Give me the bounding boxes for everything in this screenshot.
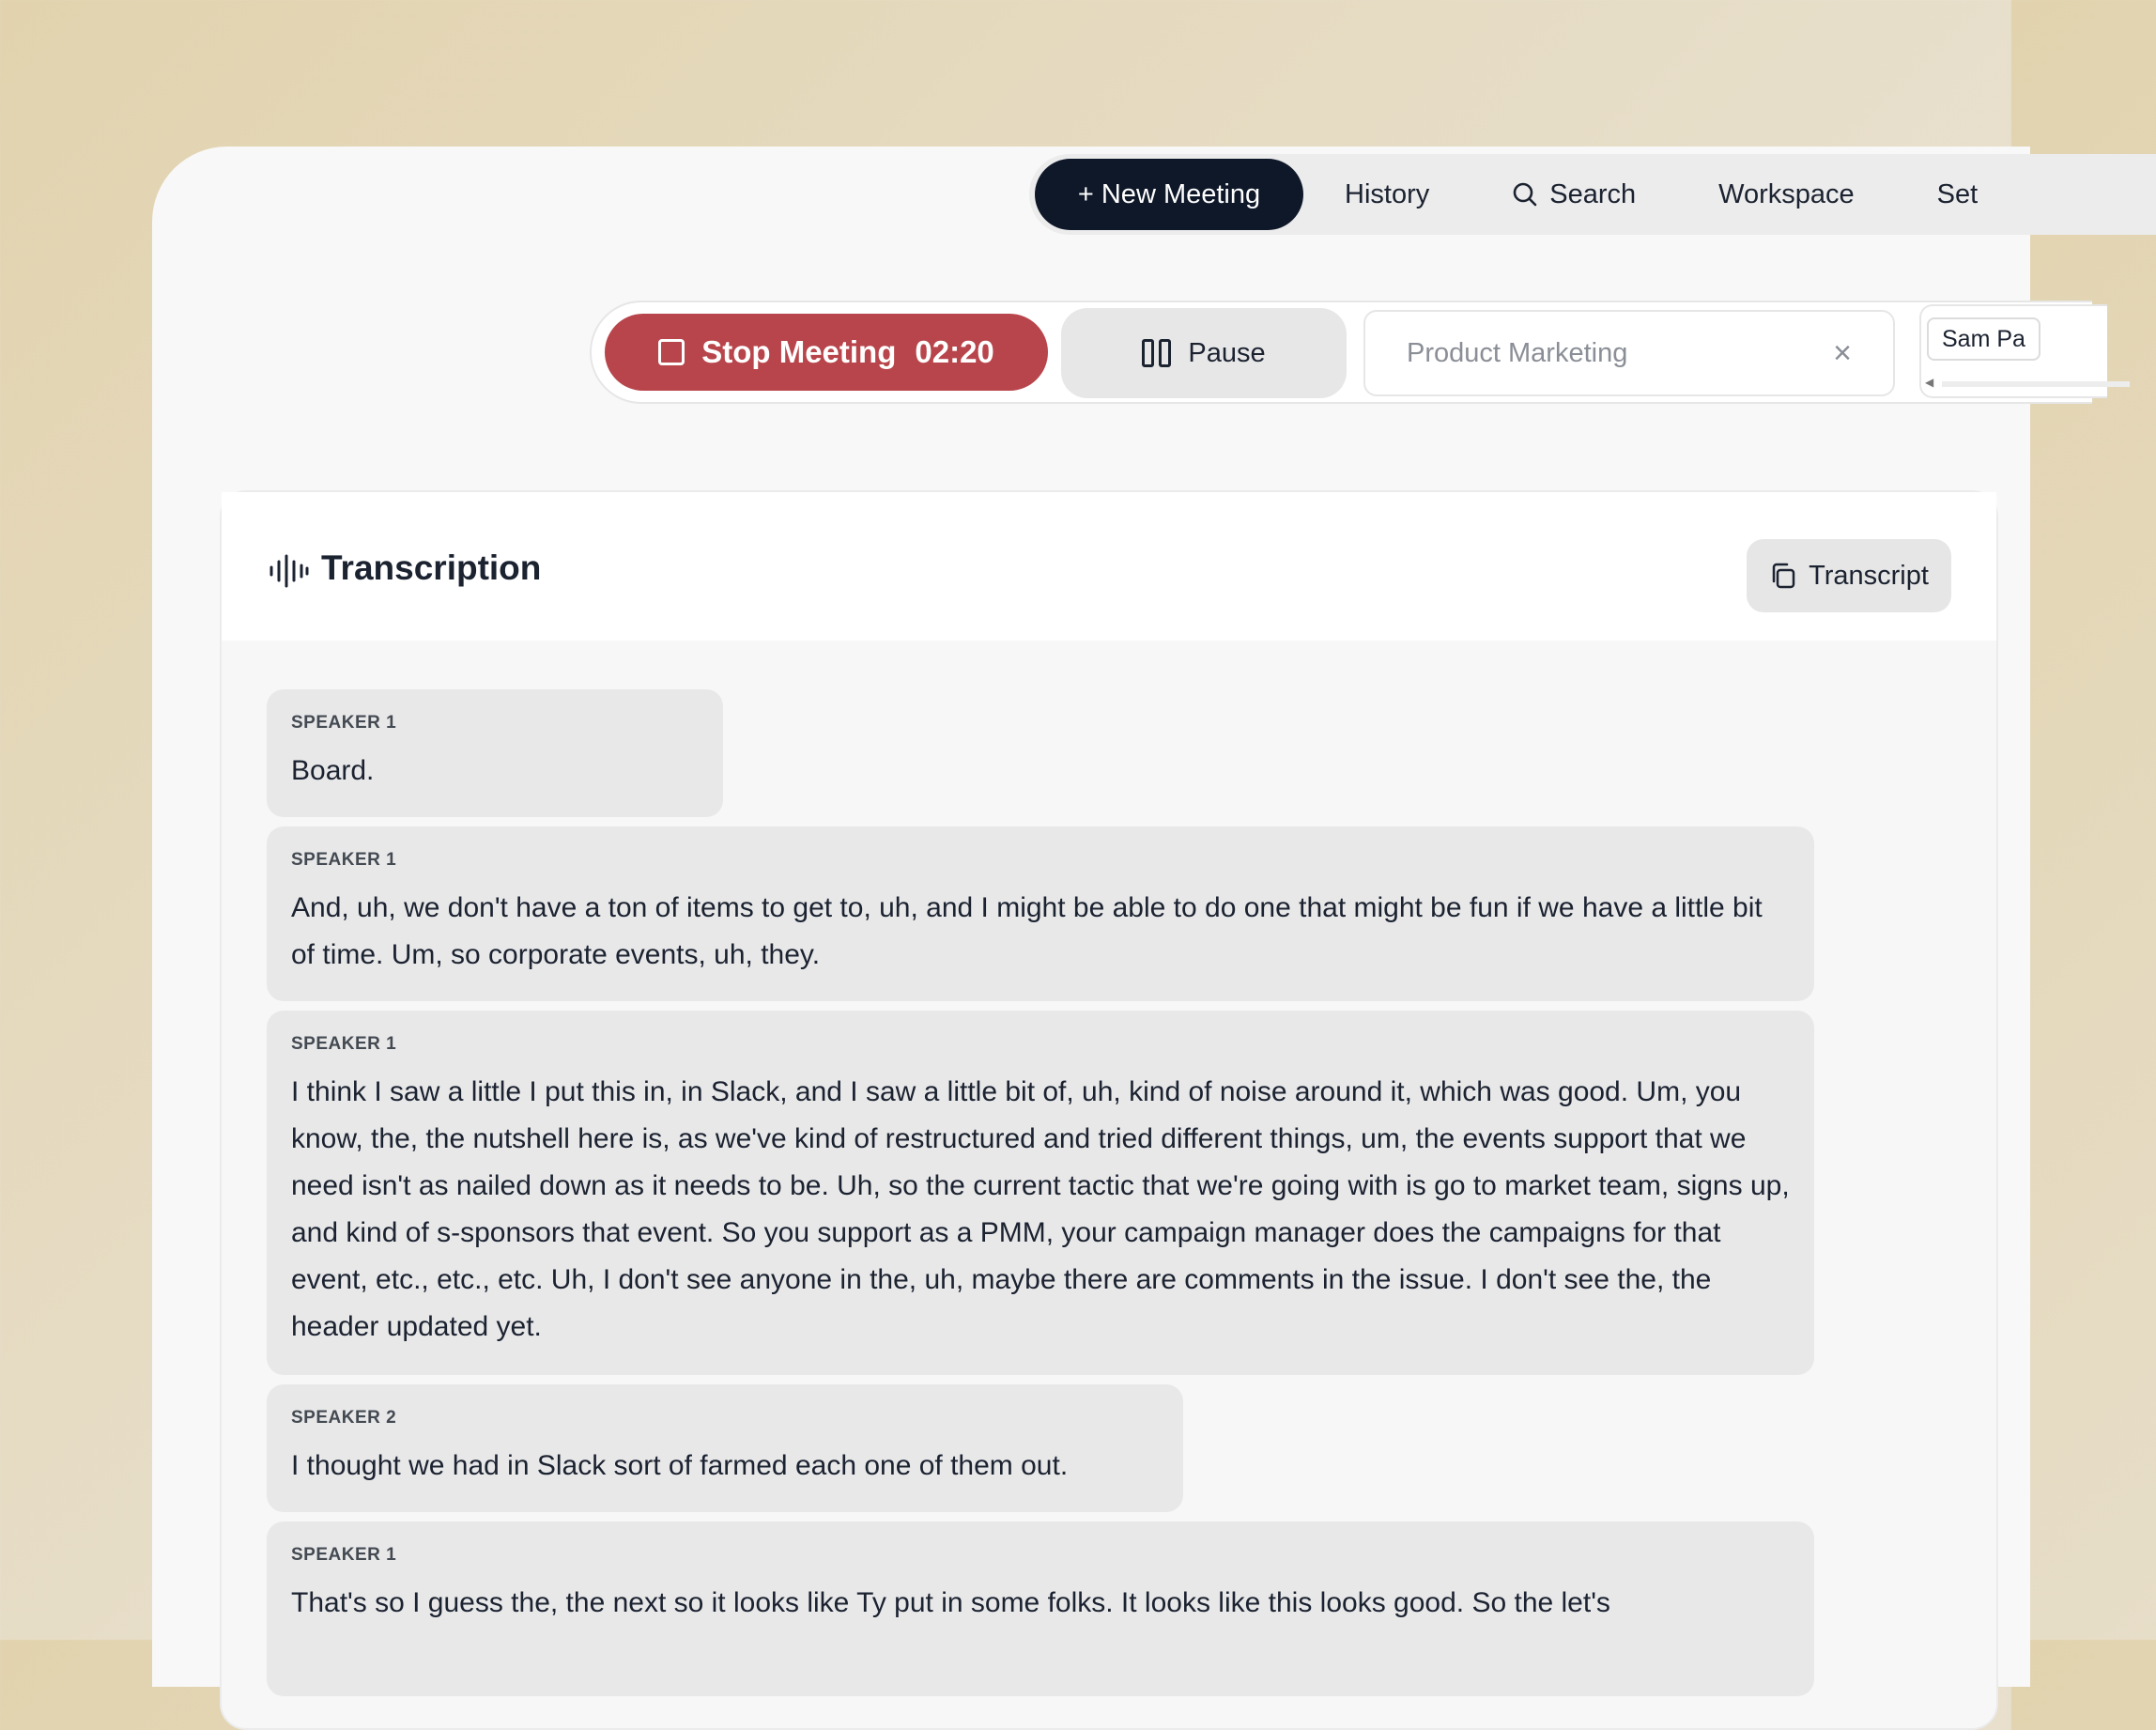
speaker-label: SPEAKER 2 <box>291 1408 397 1428</box>
transcription-title: Transcription <box>321 548 542 587</box>
workspace-nav-item[interactable]: Workspace <box>1718 178 1855 209</box>
message-text: I thought we had in Slack sort of farmed each one of them out. <box>291 1450 1069 1481</box>
new-meeting-button[interactable]: + New Meeting <box>1035 159 1303 230</box>
message-text: Board. <box>291 755 375 786</box>
message-text: That's so I guess the, the next so it looks like Ty put in some folks. It looks like this looks good. So the let's <box>291 1587 1610 1618</box>
waveform-icon <box>269 554 308 588</box>
pause-label: Pause <box>1188 337 1266 368</box>
transcription-card <box>220 490 1998 1730</box>
app-window <box>152 147 2030 1687</box>
transcription-header <box>222 492 1996 641</box>
copy-transcript-button[interactable] <box>1747 539 1951 612</box>
stop-square-icon <box>658 339 685 365</box>
speaker-label: SPEAKER 1 <box>291 1545 397 1565</box>
meeting-topic-value: Product Marketing <box>1407 337 1628 368</box>
transcript-messages <box>267 689 1814 1706</box>
transcript-message <box>267 826 1814 1001</box>
copy-icon <box>1769 562 1797 590</box>
top-navigation <box>1029 154 2156 235</box>
speaker-label: SPEAKER 1 <box>291 713 397 733</box>
transcript-message <box>267 689 723 817</box>
horizontal-scrollbar[interactable] <box>1942 381 2130 387</box>
search-icon <box>1512 181 1538 208</box>
search-nav-item[interactable] <box>1471 159 1677 230</box>
transcript-message <box>267 1384 1183 1512</box>
transcript-message <box>267 1011 1814 1375</box>
participants-field[interactable] <box>1919 304 2107 398</box>
pause-button[interactable] <box>1061 308 1347 398</box>
meeting-topic-input[interactable] <box>1363 310 1895 396</box>
scroll-left-arrow-icon[interactable]: ◀ <box>1925 376 1934 389</box>
pause-icon <box>1142 339 1171 367</box>
speaker-label: SPEAKER 1 <box>291 850 397 870</box>
stop-meeting-label: Stop Meeting <box>701 334 897 369</box>
search-nav-label: Search <box>1549 178 1637 209</box>
speaker-label: SPEAKER 1 <box>291 1034 397 1054</box>
copy-transcript-label: Transcript <box>1809 560 1929 591</box>
message-text: I think I saw a little I put this in, in Slack, and I saw a little bit of, uh, kind of noise around it, which was good. Um, you know, the, the nutshell here is, as we've kind of restructured and tried different things, um, the events support that we need isn't as nailed down as it needs to be. Uh, so the current tactic that we're going with is go to market team, signs up, and kind of s-sponsors that event. So you support as a PMM, your campaign manager does the campaigns for that event, etc., etc., etc. Uh, I don't see anyone in the, uh, maybe there are comments in the issue. I don't see the, the header updated yet. <box>291 1076 1790 1342</box>
close-icon[interactable]: × <box>1833 334 1852 371</box>
settings-nav-item[interactable]: Set <box>1936 178 1979 209</box>
participant-chip[interactable]: Sam Pa <box>1927 317 2040 361</box>
meeting-timer: 02:20 <box>915 334 994 369</box>
history-nav-item[interactable]: History <box>1345 178 1430 209</box>
stop-meeting-button[interactable] <box>605 314 1048 391</box>
transcript-message <box>267 1521 1814 1696</box>
message-text: And, uh, we don't have a ton of items to get to, uh, and I might be able to do one that might be fun if we have a little bit of time. Um, so corporate events, uh, they. <box>291 892 1763 970</box>
